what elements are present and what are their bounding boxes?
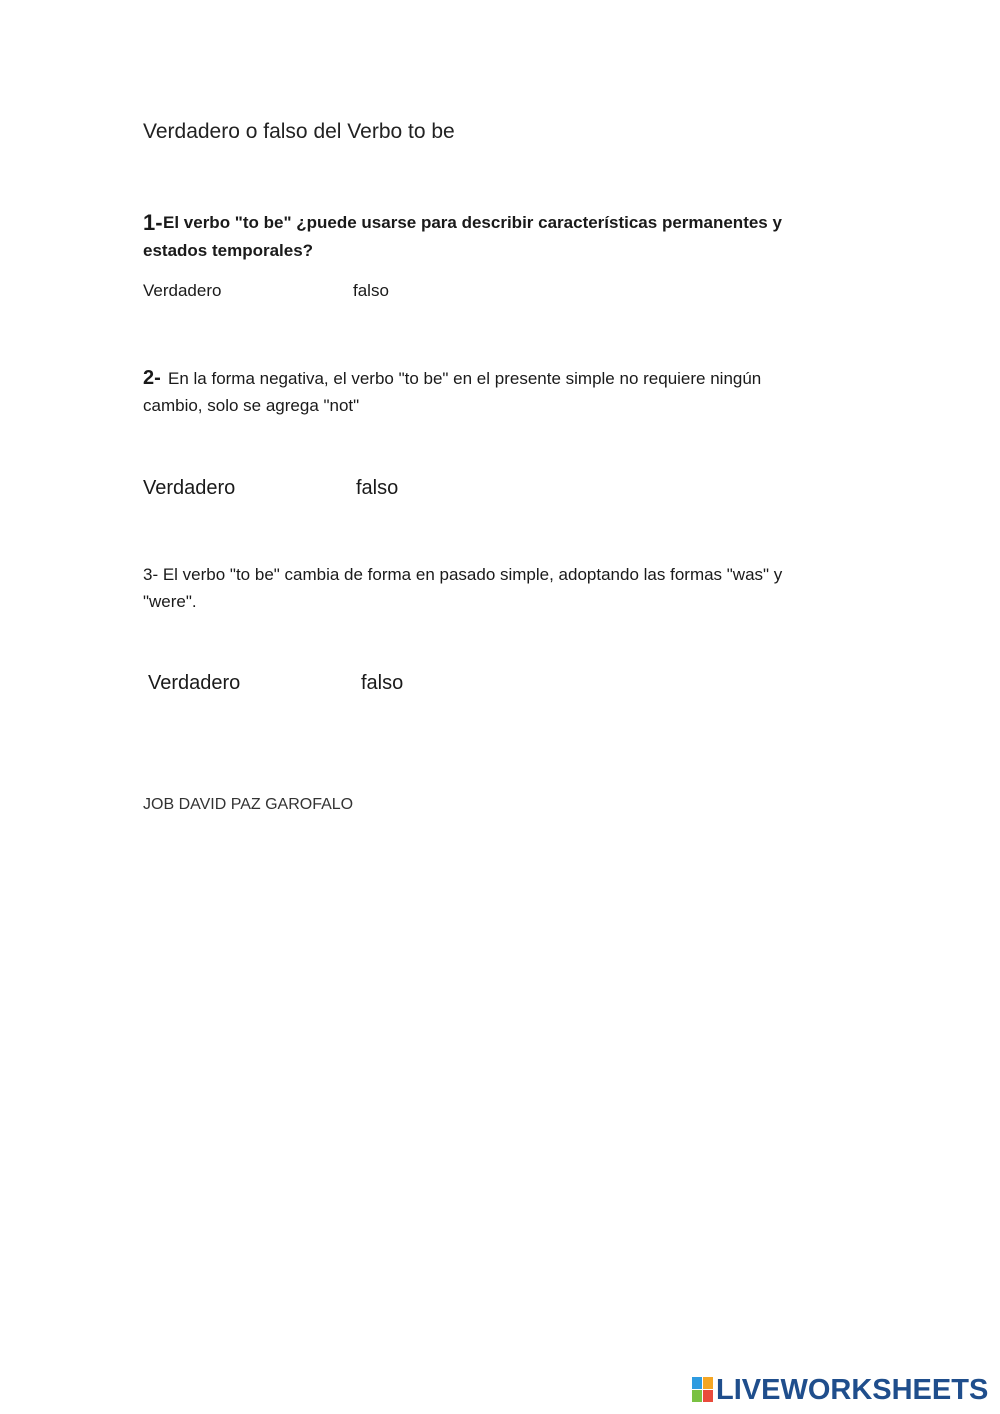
question-3-text-line1: 3- El verbo "to be" cambia de forma en pasado simple, adoptando las formas "was" y — [143, 565, 783, 584]
question-1-text-line1: El verbo "to be" ¿puede usarse para describir características permanentes y — [163, 213, 782, 232]
question-1-option-false[interactable]: falso — [353, 281, 389, 300]
question-1-option-true[interactable]: Verdadero — [143, 281, 222, 300]
liveworksheets-logo — [692, 1374, 988, 1406]
question-1-number: 1- — [143, 210, 163, 235]
question-2-text-line2: cambio, solo se agrega "not" — [143, 396, 360, 415]
author-name: JOB DAVID PAZ GAROFALO — [143, 796, 354, 813]
worksheet-title: Verdadero o falso del Verbo to be — [143, 120, 455, 143]
question-2-number: 2- — [143, 367, 161, 389]
question-3-text-line2: "were". — [143, 592, 197, 611]
question-2-option-true[interactable]: Verdadero — [143, 477, 236, 499]
question-2-text-line1: En la forma negativa, el verbo "to be" en el presente simple no requiere ningún — [168, 369, 762, 388]
question-3-option-true[interactable]: Verdadero — [148, 672, 241, 694]
question-2-option-false[interactable]: falso — [356, 477, 399, 499]
question-1-text-line2: estados temporales? — [143, 241, 314, 260]
question-3-option-false[interactable]: falso — [361, 672, 404, 694]
liveworksheets-logo-icon — [692, 1377, 714, 1403]
logo-text: LIVEWORKSHEETS — [716, 1373, 989, 1406]
